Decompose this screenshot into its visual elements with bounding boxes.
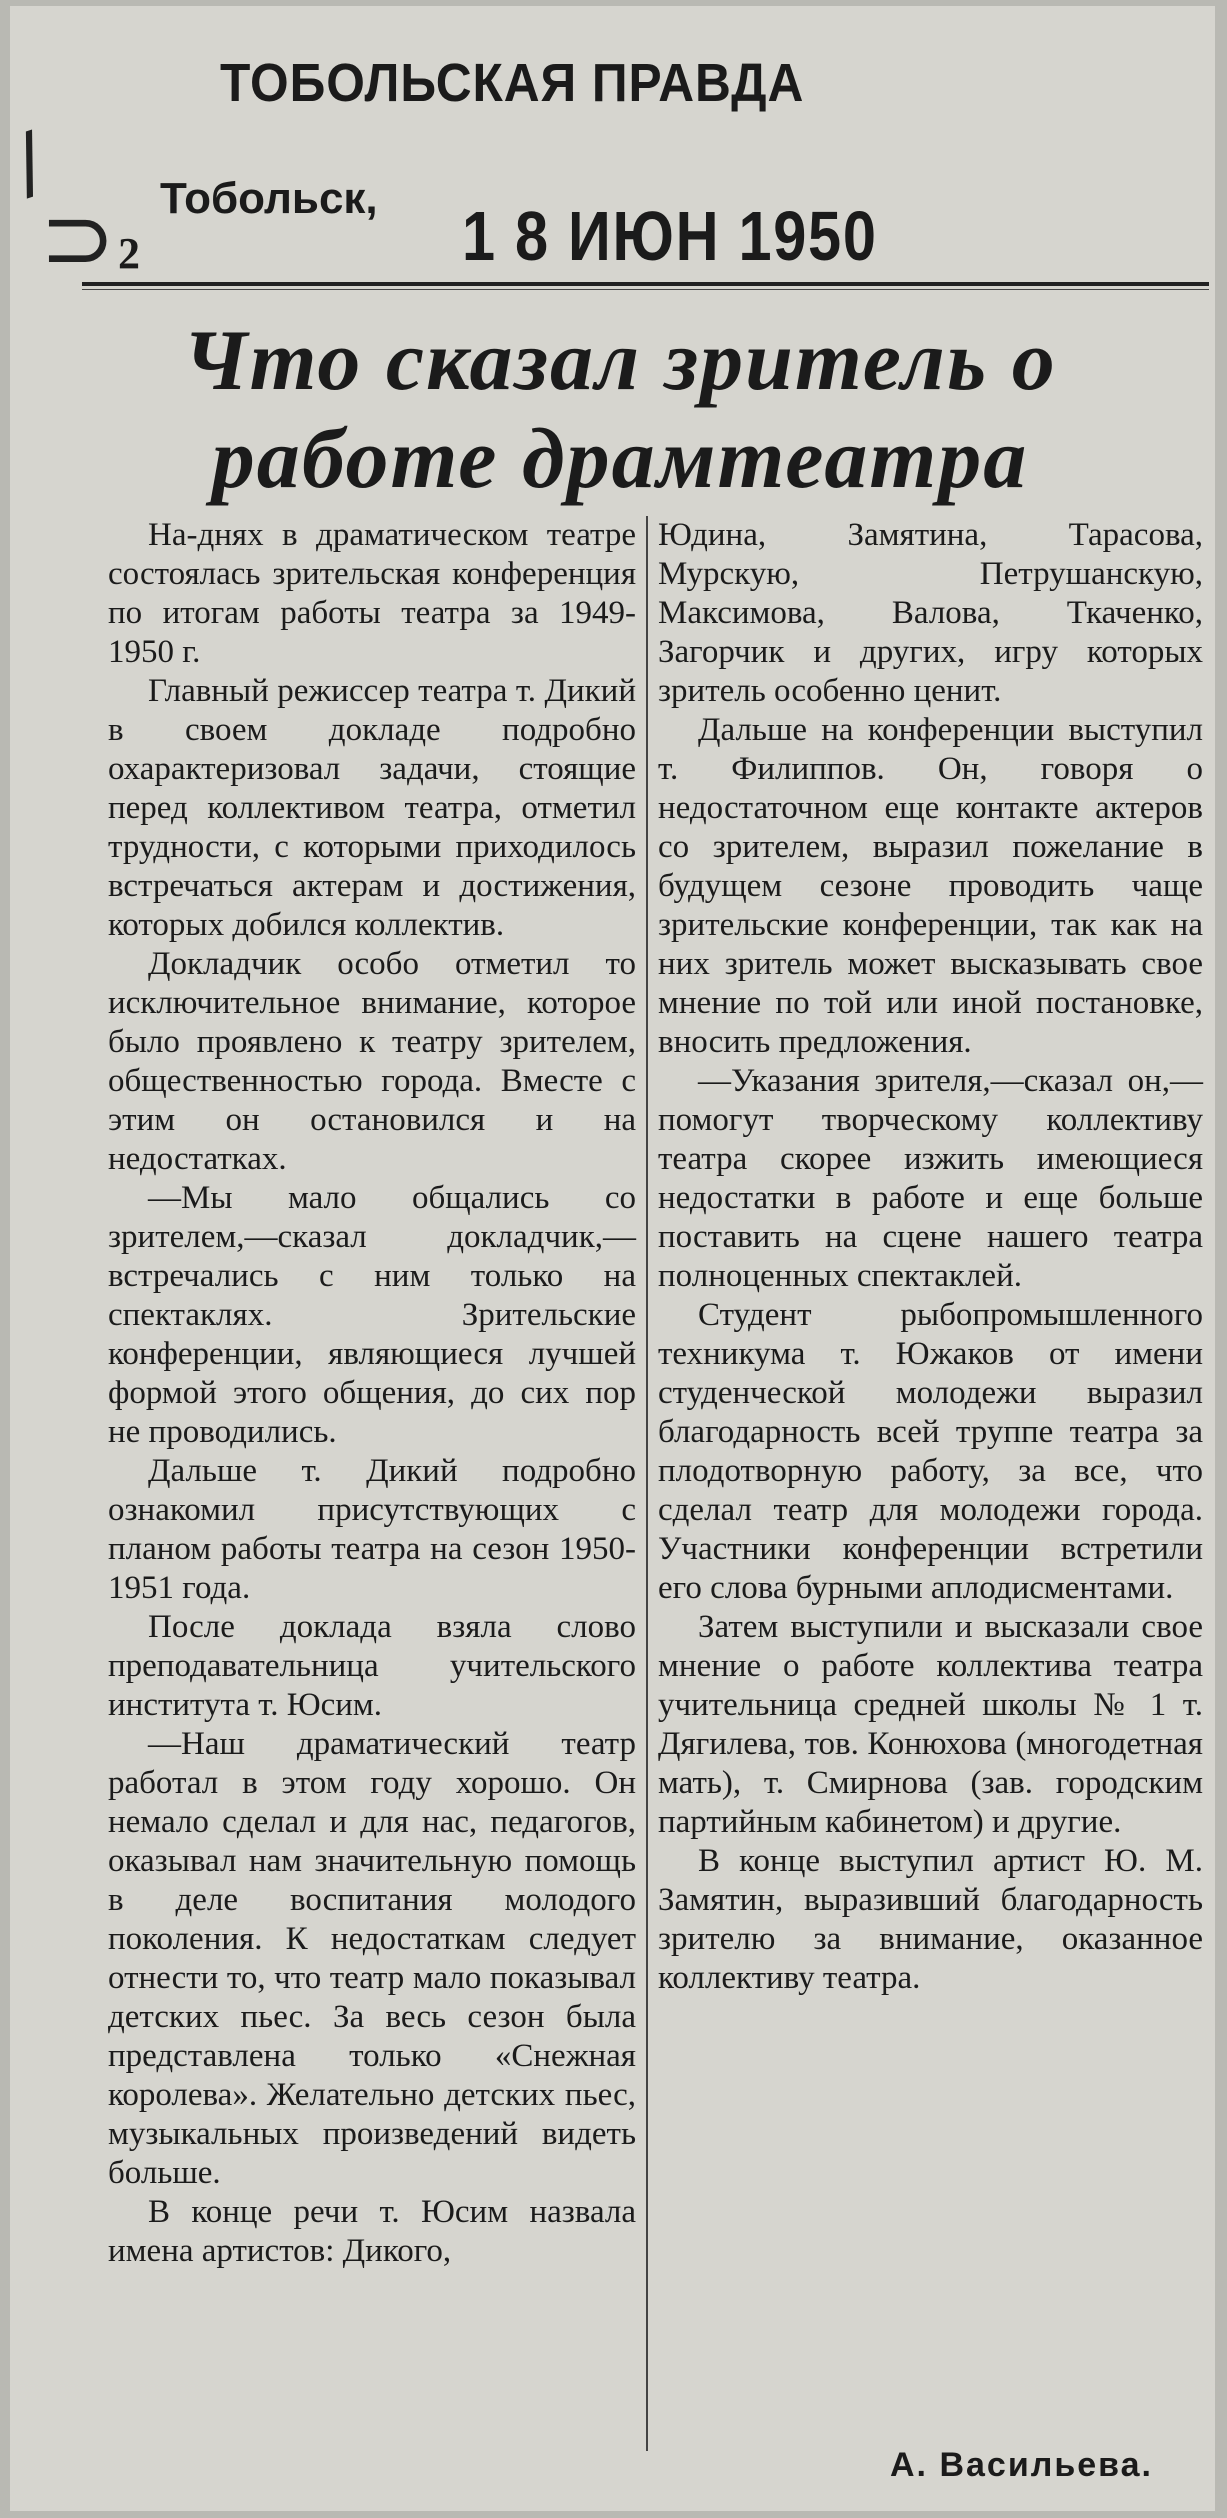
- date-stamp: 1 8 ИЮН 1950: [462, 197, 878, 275]
- paragraph: —Наш драматический театр работал в этом году хорошо. Он немало сделал и для нас, педагогов, оказывал нам значительную помощь в деле воспитания молодого поколения. К недостаткам следует отнести то, что театр мало показывал детских пьес. За весь сезон была представлена только «Снежная королева». Желательно детских пьес, музыкальных произведений видеть больше.: [108, 1726, 636, 2191]
- paragraph: Юдина, Замятина, Тарасова, Мурскую, Петрушанскую, Максимова, Валова, Ткаченко, Загорчик и других, игру которых зритель особенно ценит.: [658, 517, 1203, 709]
- paragraph: Докладчик особо отметил то исключительное внимание, которое было проявлено к театру зрителем, общественностью города. Вместе с этим он остановился и на недостатках.: [108, 946, 636, 1177]
- paragraph: Затем выступили и высказали свое мнение о работе коллектива театра учительница средней школы № 1 т. Дягилева, тов. Конюхова (многодетная мать), т. Смирнова (зав. городским партийным кабинетом) и другие.: [658, 1609, 1203, 1840]
- header-divider-thin: [82, 289, 1209, 290]
- header-divider: [82, 282, 1209, 286]
- right-column: [658, 516, 1203, 1998]
- paragraph: Дальше на конференции выступил т. Филиппов. Он, говоря о недостаточном еще контакте актеров со зрителем, выразил пожелание в будущем сезоне проводить чаще зрительские конференции, так как на них зритель может высказывать свое мнение по той или иной постановке, вносить предложения.: [658, 712, 1203, 1060]
- column-divider: [646, 516, 648, 2451]
- paragraph: Дальше т. Дикий подробно ознакомил присутствующих с планом работы театра на сезон 1950-1951 года.: [108, 1453, 636, 1606]
- paragraph: —Мы мало общались со зрителем,—сказал докладчик,—встречались с ним только на спектаклях. Зрительские конференции, являющиеся лучшей формой этого общения, до сих пор не проводились.: [108, 1180, 636, 1450]
- handwritten-mark-hook: ⊃: [40, 186, 116, 291]
- paragraph: Главный режиссер театра т. Дикий в своем докладе подробно охарактеризовал задачи, стоящие перед коллективом театра, отметил трудности, с которыми приходилось встречаться актерам и достижения, которых добился коллектив.: [108, 673, 636, 943]
- paragraph: После доклада взяла слово преподавательница учительского института т. Юсим.: [108, 1609, 636, 1723]
- paragraph: —Указания зрителя,—сказал он,—помогут творческому коллективу театра скорее изжить имеющиеся недостатки в работе и еще больше поставить на сцене нашего театра полноценных спектаклей.: [658, 1063, 1203, 1294]
- page-number: 2: [118, 229, 140, 278]
- author-signature: А. Васильева.: [890, 2446, 1153, 2484]
- article-headline: Что сказал зритель о работе драмтеатра: [183, 312, 1057, 506]
- clipping-sheet: [2, 6, 1215, 2511]
- paragraph: Студент рыбопромышленного техникума т. Южаков от имени студенческой молодежи выразил благодарность всей труппе театра за плодотворную работу, за все, что сделал театр для молодежи города. Участники конференции встретили его слова бурными аплодисментами.: [658, 1297, 1203, 1606]
- left-column: [108, 516, 636, 2271]
- city-label: Тобольск,: [160, 174, 378, 223]
- handwritten-mark: /: [2, 116, 56, 210]
- newspaper-title: ТОБОЛЬСКАЯ ПРАВДА: [220, 53, 805, 113]
- paragraph: В конце выступил артист Ю. М. Замятин, выразивший благодарность зрителю за внимание, оказанное коллективу театра.: [658, 1843, 1203, 1996]
- paragraph: В конце речи т. Юсим назвала имена артистов: Дикого,: [108, 2194, 636, 2269]
- paragraph: На-днях в драматическом театре состоялась зрительская конференция по итогам работы театра за 1949-1950 г.: [108, 517, 636, 670]
